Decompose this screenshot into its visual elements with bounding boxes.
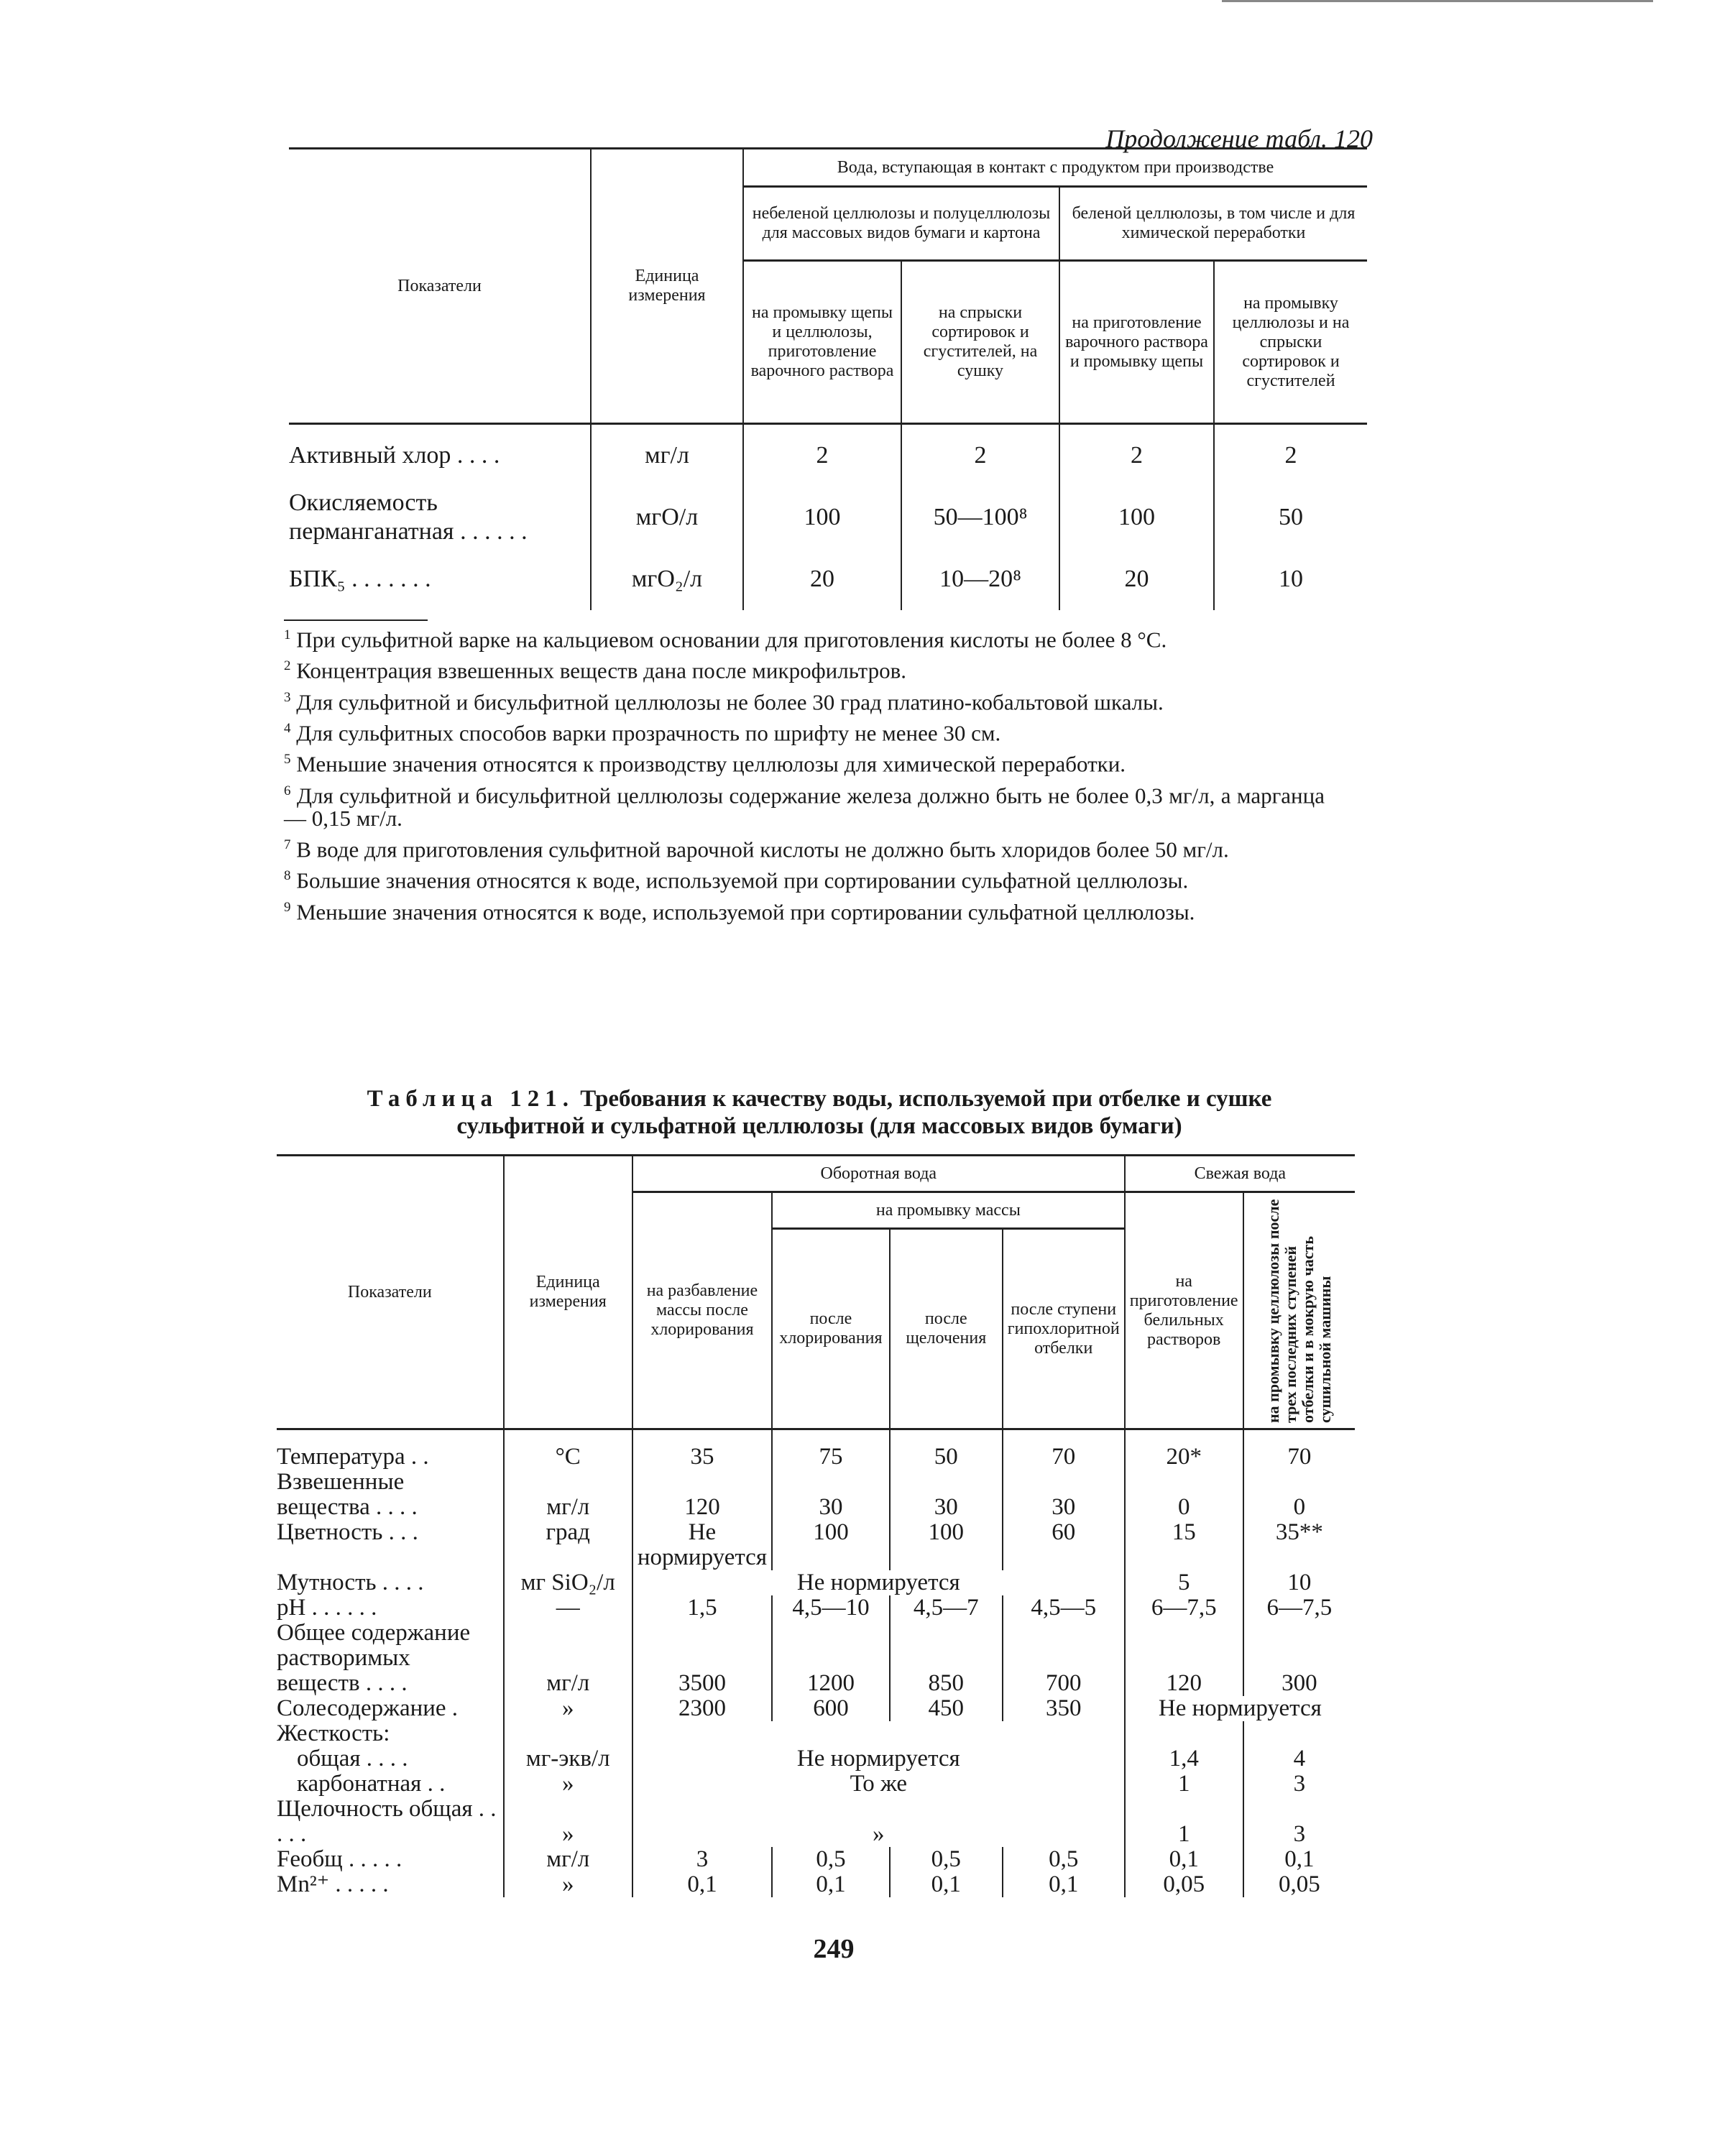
footnote-text: При сульфитной варке на кальциевом основании для приготовления кислоты не более 8 °С.: [296, 627, 1167, 653]
row-unit: мг/л: [591, 424, 743, 487]
row-unit: »: [504, 1797, 632, 1847]
cell: 70: [1003, 1429, 1125, 1470]
cell: 450: [890, 1696, 1003, 1721]
t120-header-unit: Единица измерения: [591, 149, 743, 424]
row-name: Жесткость:: [277, 1721, 504, 1746]
cell: 20: [743, 548, 901, 610]
footnote-text: В воде для приготовления сульфитной варочной кислоты не должно быть хлоридов более 50 мг/л.: [296, 837, 1229, 862]
caption-label: Таблица 121.: [367, 1086, 575, 1112]
cell: 10: [1279, 566, 1303, 592]
row-name: карбонатная . .: [277, 1772, 504, 1797]
cell: 1: [1125, 1772, 1243, 1797]
t121-header-recycled: Оборотная вода: [632, 1156, 1125, 1192]
cell: 3500: [632, 1621, 772, 1696]
cell: 2: [1059, 424, 1214, 487]
footnote-number: 8: [284, 868, 291, 884]
cell: 100: [890, 1520, 1003, 1570]
t121-header-wash: на промывку массы: [772, 1192, 1125, 1229]
cell: 60: [1003, 1520, 1125, 1570]
footnote: [284, 717, 1325, 745]
footnote-text: Концентрация взвешенных веществ дана после микрофильтров.: [296, 658, 906, 683]
row-name: Щелочность общая . . . . .: [277, 1797, 504, 1847]
cell: 35: [632, 1429, 772, 1470]
cell: 1: [1125, 1797, 1243, 1847]
footnote-text: Меньшие значения относятся к производству целлюлозы для химической переработки.: [296, 751, 1126, 777]
cell-empty: [1243, 1721, 1355, 1746]
footnote-number: 7: [284, 837, 291, 852]
footnote: [284, 655, 1325, 682]
cell: Не нормируется: [632, 1520, 772, 1570]
table-row: [277, 1772, 1355, 1797]
row-name: pH . . . . . .: [277, 1595, 504, 1621]
cell: 0,5: [772, 1847, 890, 1872]
row-unit: °С: [504, 1429, 632, 1470]
table-row: [277, 1746, 1355, 1772]
table-row: [277, 1721, 1355, 1746]
cell-span: Не нормируется: [1158, 1695, 1322, 1721]
table-row: [277, 1621, 1355, 1696]
cell: 0,1: [632, 1872, 772, 1897]
t121-header-unit: Единица измерения: [504, 1156, 632, 1429]
cell: 3: [632, 1847, 772, 1872]
cell: 1200: [772, 1621, 890, 1696]
row-unit: [504, 1721, 632, 1746]
t121-header-fresh: Свежая вода: [1125, 1156, 1355, 1192]
table-row: [289, 548, 1367, 610]
cell: 3: [1293, 1771, 1306, 1797]
cell: 850: [890, 1621, 1003, 1696]
vertical-header-text: на промывку целлюлозы после трех последних ступеней отбелки и в мокрую часть сушильной машины: [1264, 1199, 1334, 1423]
cell: 15: [1125, 1520, 1243, 1570]
cell: 50: [1279, 504, 1303, 530]
cell: 0,05: [1278, 1871, 1320, 1897]
cell-span: »: [632, 1797, 1125, 1847]
page-number: 249: [813, 1934, 855, 1964]
table-121-caption: [300, 1085, 1338, 1140]
row-unit: мг/л: [504, 1621, 632, 1696]
cell: 0,1: [772, 1872, 890, 1897]
cell: 35**: [1275, 1519, 1323, 1545]
cell: 6—7,5: [1266, 1595, 1333, 1621]
t120-header-sub1: небеленой целлюлозы и полуцеллюлозы для массовых видов бумаги и картона: [743, 187, 1059, 261]
footnote-number: 3: [284, 689, 291, 705]
cell: 0,1: [1003, 1872, 1125, 1897]
table-121: [277, 1154, 1355, 1897]
row-name: Температура . .: [277, 1429, 504, 1470]
cell: 350: [1003, 1696, 1125, 1721]
row-unit: мг-экв/л: [504, 1746, 632, 1772]
row-name: Mn²⁺ . . . . .: [277, 1872, 504, 1897]
t121-header-dilute: на разбавление массы после хлорирования: [632, 1192, 772, 1429]
row-unit: мг SiO₂/л: [504, 1570, 632, 1595]
t121-header-after-chl: после хлорирования: [772, 1229, 890, 1429]
footnote-number: 4: [284, 720, 291, 736]
row-unit: —: [504, 1595, 632, 1621]
row-unit: »: [504, 1772, 632, 1797]
footnote-text: Для сульфитных способов варки прозрачность по шрифту не менее 30 см.: [296, 720, 1001, 746]
table-row: [277, 1470, 1355, 1520]
table-row: [277, 1847, 1355, 1872]
cell: 100: [772, 1520, 890, 1570]
t120-header-c2: на спрыски сортировок и сгустителей, на сушку: [901, 261, 1059, 424]
cell: 4: [1293, 1746, 1306, 1772]
table-row: [289, 487, 1367, 548]
t120-header-c3: на приготовление варочного раствора и промывку щепы: [1059, 261, 1214, 424]
footnote: [284, 896, 1325, 923]
cell-span: То же: [632, 1772, 1125, 1797]
row-unit: град: [504, 1520, 632, 1570]
cell: 30: [890, 1470, 1003, 1520]
cell: 0: [1125, 1470, 1243, 1520]
row-name: общая . . . .: [277, 1746, 504, 1772]
cell: 0,05: [1125, 1872, 1243, 1897]
cell: 300: [1282, 1670, 1317, 1696]
table-row: [277, 1696, 1355, 1721]
row-unit: мгО/л: [591, 487, 743, 548]
cell: 2: [1284, 442, 1297, 469]
cell: 4,5—10: [772, 1595, 890, 1621]
footnote-text: Для сульфитной и бисульфитной целлюлозы содержание железа должно быть не более 0,3 мг/л, а марганца — 0,15 мг/л.: [284, 782, 1325, 831]
table-row: [277, 1595, 1355, 1621]
footnote: [284, 865, 1325, 892]
t120-header-group: Вода, вступающая в контакт с продуктом при производстве: [743, 149, 1367, 187]
footnote-text: Меньшие значения относятся к воде, используемой при сортировании сульфатной целлюлозы.: [296, 898, 1195, 924]
cell: 600: [772, 1696, 890, 1721]
cell: 6—7,5: [1125, 1595, 1243, 1621]
table-row: [277, 1520, 1355, 1570]
cell: 75: [772, 1429, 890, 1470]
cell: 1,5: [632, 1595, 772, 1621]
t121-header-fresh-wash: [1243, 1192, 1355, 1429]
cell: 30: [772, 1470, 890, 1520]
table-row: [277, 1872, 1355, 1897]
footnote-number: 9: [284, 899, 291, 915]
row-unit: мг/л: [504, 1470, 632, 1520]
t121-header-indicator: Показатели: [277, 1156, 504, 1429]
cell: 10—20⁸: [901, 548, 1059, 610]
cell: 2300: [632, 1696, 772, 1721]
footnote: [284, 780, 1325, 830]
row-unit: мг/л: [504, 1847, 632, 1872]
footnote: [284, 748, 1325, 775]
cell: 30: [1003, 1470, 1125, 1520]
cell-span: Не нормируется: [632, 1570, 1125, 1595]
footnote-text: Большие значения относятся к воде, используемой при сортировании сульфатной целлюлозы.: [296, 867, 1189, 893]
footnote-number: 1: [284, 627, 291, 642]
cell: 100: [743, 487, 901, 548]
cell: 0,1: [1125, 1847, 1243, 1872]
footnote: [284, 686, 1325, 714]
cell: 20*: [1125, 1429, 1243, 1470]
row-name: Feобщ . . . . .: [277, 1847, 504, 1872]
scan-edge-line: [1222, 0, 1653, 2]
footnote-number: 5: [284, 752, 291, 768]
cell-span: Не нормируется: [632, 1746, 1125, 1772]
row-unit: »: [504, 1872, 632, 1897]
cell: 3: [1293, 1821, 1306, 1847]
t120-header-indicator: Показатели: [289, 149, 591, 424]
t121-header-after-alk: после щелочения: [890, 1229, 1003, 1429]
cell: 20: [1059, 548, 1214, 610]
cell: 4,5—5: [1003, 1595, 1125, 1621]
table-row: [289, 424, 1367, 487]
table-row: [277, 1429, 1355, 1470]
cell: 2: [743, 424, 901, 487]
row-name: Активный хлор . . . .: [289, 424, 591, 487]
t120-header-c1: на промывку щепы и целлюлозы, приготовление варочного раствора: [743, 261, 901, 424]
cell: 100: [1059, 487, 1214, 548]
cell: 70: [1287, 1444, 1312, 1470]
cell: 0,5: [1003, 1847, 1125, 1872]
table-row: [277, 1570, 1355, 1595]
cell: 1,4: [1125, 1746, 1243, 1772]
cell: 0,5: [890, 1847, 1003, 1872]
table-row: [277, 1797, 1355, 1847]
continuation-label: Продолжение табл. 120: [1105, 124, 1373, 153]
row-unit: мгО₂/л: [591, 548, 743, 610]
cell: 0: [1293, 1494, 1306, 1520]
cell: 50—100⁸: [901, 487, 1059, 548]
footnote-number: 6: [284, 783, 291, 798]
footnotes: [284, 624, 1325, 927]
t120-header-sub2: беленой целлюлозы, в том числе и для химической переработки: [1059, 187, 1367, 261]
cell: 0,1: [1284, 1846, 1315, 1872]
cell: 120: [1125, 1621, 1243, 1696]
row-name: Цветность . . .: [277, 1520, 504, 1570]
row-name: Взвешенные вещества . . . .: [277, 1470, 504, 1520]
footnote: [284, 624, 1325, 651]
row-unit: »: [504, 1696, 632, 1721]
table-120: [289, 147, 1367, 610]
row-name: БПК₅ . . . . . . .: [289, 548, 591, 610]
caption-text: Требования к качеству воды, используемой при отбелке и сушке сульфитной и сульфатной целлюлозы (для массовых видов бумаги): [456, 1086, 1272, 1139]
footnote-text: Для сульфитной и бисульфитной целлюлозы не более 30 град платино-кобальтовой шкалы.: [296, 688, 1164, 714]
cell: 700: [1003, 1621, 1125, 1696]
row-name: Солесодержание .: [277, 1696, 504, 1721]
row-name: Мутность . . . .: [277, 1570, 504, 1595]
footnote-rule: [284, 619, 428, 621]
cell-empty: [1125, 1721, 1243, 1746]
t121-header-prep: на приготовление белильных растворов: [1125, 1192, 1243, 1429]
row-name: Общее содержание растворимых веществ . . . .: [277, 1621, 504, 1696]
cell: 2: [901, 424, 1059, 487]
footnote-number: 2: [284, 658, 291, 674]
cell-empty: [632, 1721, 1125, 1746]
t120-header-c4: на промывку целлюлозы и на спрыски сортировок и сгустителей: [1214, 261, 1367, 424]
cell: 5: [1125, 1570, 1243, 1595]
t121-header-after-hypo: после ступени гипохлоритной отбелки: [1003, 1229, 1125, 1429]
footnote: [284, 834, 1325, 861]
cell: 50: [890, 1429, 1003, 1470]
row-name: Окисляемость перманганатная . . . . . .: [289, 487, 591, 548]
cell: 120: [632, 1470, 772, 1520]
cell: 4,5—7: [890, 1595, 1003, 1621]
cell: 0,1: [890, 1872, 1003, 1897]
cell: 10: [1287, 1570, 1312, 1595]
